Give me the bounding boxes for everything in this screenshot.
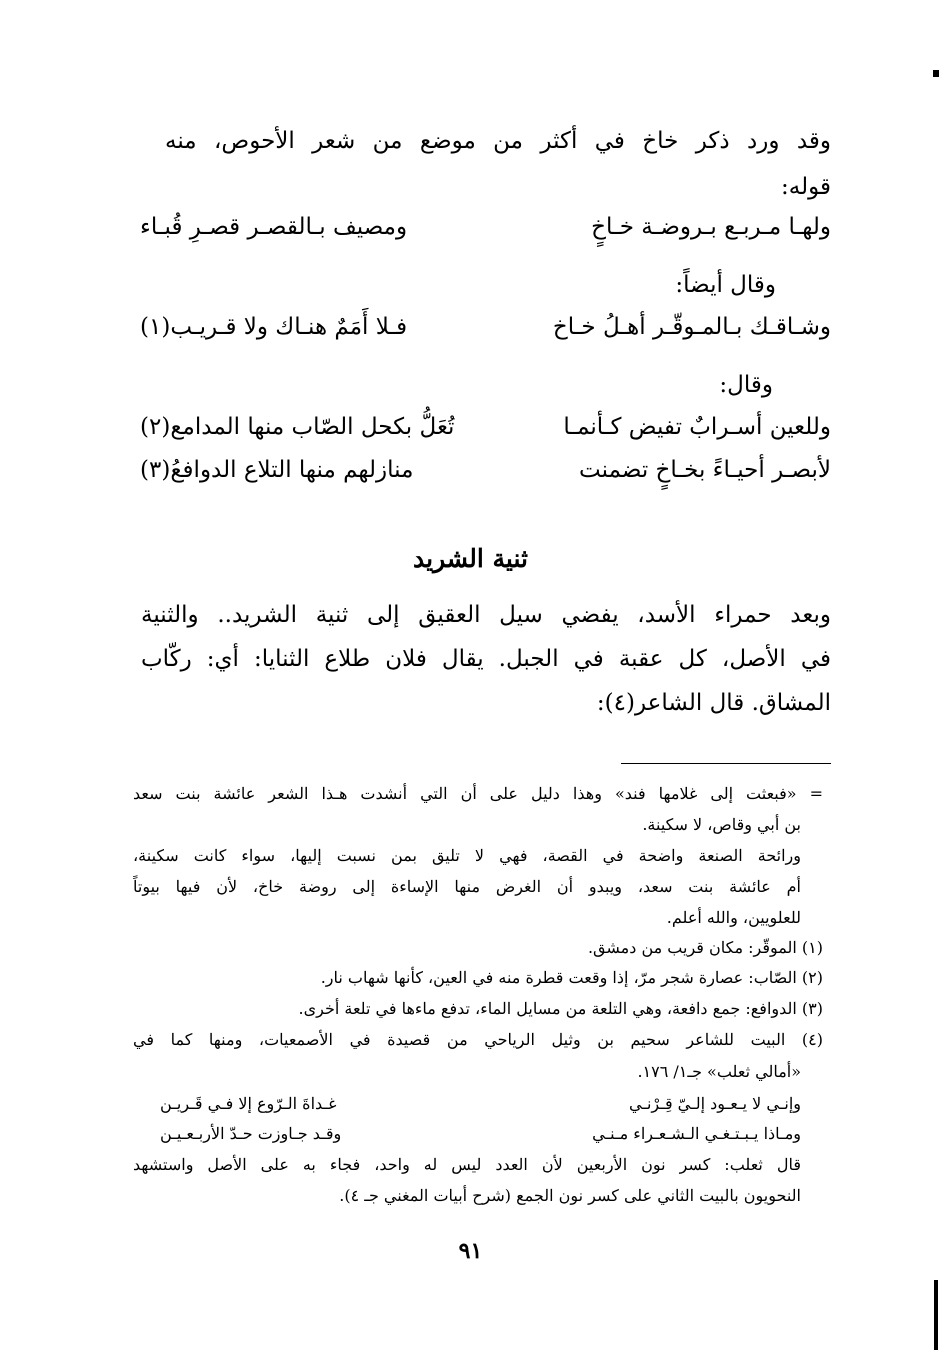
footnote-verse-2-second: وقـد جـاوزت حـدّ الأربـعـيـن (160, 1124, 342, 1143)
said-label: وقال: (719, 372, 773, 398)
verse-4-first-hemistich: لأبصـر أحيـاءً بخـاخٍ تضمنت (579, 457, 831, 483)
page-number: ٩١ (458, 1238, 483, 1264)
paragraph-line-1: وبعد حمراء الأسد، يفضي سيل العقيق إلى ثنية الشريد.. والثنية (141, 602, 831, 628)
intro-line-1: وقد ورد ذكر خاخ في أكثر من موضع من شعر الأحوص، منه (165, 128, 831, 154)
footnote-continuation-3: ورائحة الصنعة واضحة في القصة، فهي لا تليق بمن نسبت إليها، سواء كانت سكينة، (133, 846, 801, 865)
verse-2-second-hemistich: فـلا أَمَمٌ هنـاك ولا قـريـب(١) (140, 314, 408, 340)
footnote-4-line-3: قال ثعلب: كسر نون الأربعين لأن العدد ليس له واحد، فجاء به على الأصل واستشهد (133, 1155, 801, 1174)
intro-line-2: قوله: (781, 174, 831, 200)
verse-2-first-hemistich: وشـاقـك بـالمـوقّـر أهـلُ خـاخ (552, 314, 831, 340)
footnote-continuation-4: أم عائشة بنت سعد، ويبدو أن الغرض منها الإساءة إلى روضة خاخ، لأن فيها بيوتاً (133, 877, 801, 896)
footnote-separator (621, 763, 831, 764)
footnote-verse-1-second: غـداةَ الـرّوع إلا فـي قَـريـن (160, 1094, 337, 1113)
footnote-continuation-1: = «فبعثت إلى غلامها فند» وهذا دليل على أن التي أنشدت هـذا الشعر عائشة بنت سعد (133, 784, 823, 803)
verse-1-second-hemistich: ومصيف بـالقصـر قصـرِ قُبـاء (140, 214, 408, 240)
edge-mark-bottom (934, 1280, 938, 1350)
verse-4-second-hemistich: منازلهم منها التلاع الدوافعُ(٣) (140, 457, 414, 483)
paragraph-line-3: المشاق. قال الشاعر(٤): (596, 690, 831, 716)
footnote-1: (١) الموقّر: مكان قريب من دمشق. (587, 938, 823, 957)
footnote-4-line-1: (٤) البيت للشاعر سحيم بن وثيل الرياحي من قصيدة في الأصمعيات، ومنها كما في (133, 1030, 823, 1049)
footnote-continuation-2: بن أبي وقاص، لا سكينة. (642, 815, 801, 834)
verse-1-first-hemistich: ولهـا مـربـع بـروضـة خـاخٍ (591, 214, 831, 240)
footnote-continuation-5: للعلويين، والله أعلم. (666, 908, 801, 927)
edge-mark-top (933, 70, 939, 77)
footnote-4-line-2: «أمالي ثعلب» جـ١/ ١٧٦. (637, 1062, 801, 1081)
footnote-2: (٢) الصّاب: عصارة شجر مرّ، إذا وقعت قطرة منه في العين، كأنها شهاب نار. (320, 968, 823, 987)
paragraph-line-2: في الأصل، كل عقبة في الجبل. يقال فلان طلاع الثنايا: أي: ركّاب (141, 646, 831, 672)
said-also-label: وقال أيضاً: (675, 272, 776, 298)
footnote-verse-1-first: وإنـي لا يـعـود إلـيّ قِـرْنـي (628, 1094, 801, 1113)
verse-3-first-hemistich: وللعين أسـرابٌ تفيض كـأنمـا (563, 414, 831, 440)
footnote-verse-2-first: ومـاذا يـبـتـغـي الـشـعـراء مـنـي (592, 1124, 801, 1143)
footnote-3: (٣) الدوافع: جمع دافعة، وهي التلعة من مسايل الماء، تدفع ماءها في تلعة أخرى. (298, 999, 823, 1018)
footnote-4-line-4: النحويون بالبيت الثاني على كسر نون الجمع (شرح أبيات المغني جـ ٤). (339, 1186, 801, 1205)
section-heading: ثنية الشريد (413, 544, 528, 573)
verse-3-second-hemistich: تُعَلُّ بكحل الصّاب منها المدامع(٢) (140, 414, 455, 440)
